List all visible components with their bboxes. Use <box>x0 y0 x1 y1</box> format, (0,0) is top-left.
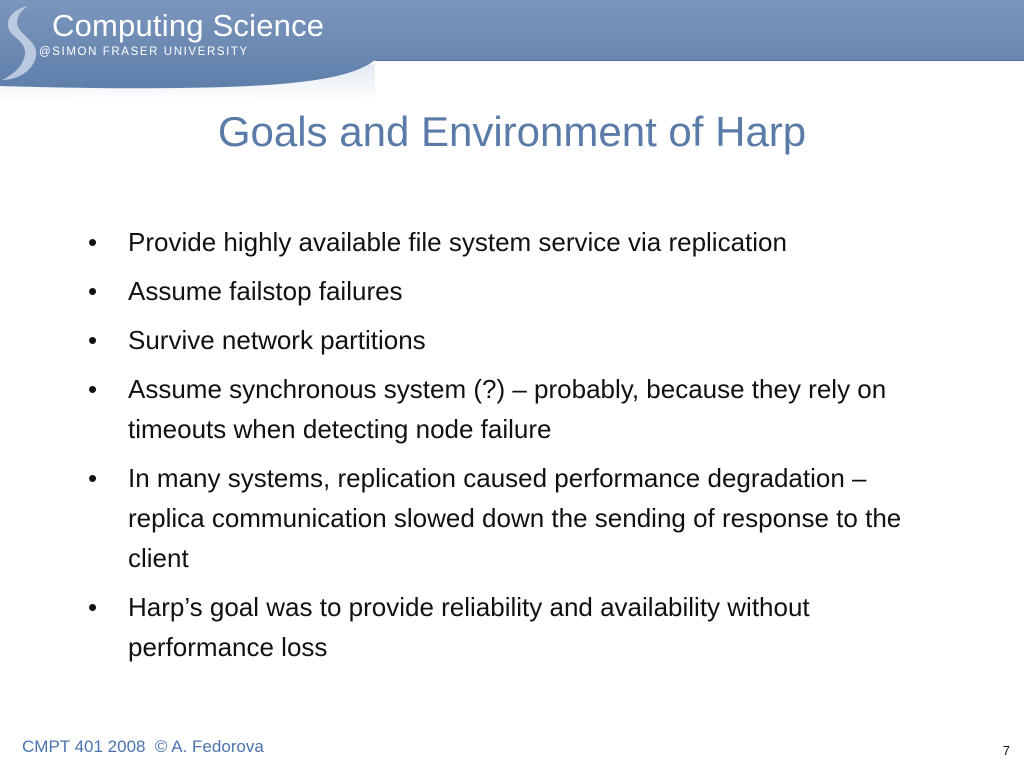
logo-title: Computing Science <box>52 8 325 43</box>
bullet-dot-icon: • <box>88 592 98 622</box>
bullet-text: Survive network partitions <box>128 325 426 355</box>
bullet-dot-icon: • <box>88 227 98 257</box>
bullet-dot-icon: • <box>88 374 98 404</box>
bullet-item-1 <box>88 222 948 262</box>
bullet-item-2 <box>88 271 948 311</box>
header-banner <box>0 0 1024 110</box>
slide-title: Goals and Environment of Harp <box>217 108 807 155</box>
bullet-text: Assume failstop failures <box>128 276 403 306</box>
bullet-text: In many systems, replication caused performance degradation – replica communication slowed down the sending of response to the client <box>128 463 902 573</box>
bullet-dot-icon: • <box>88 463 98 493</box>
bullet-dot-icon: • <box>88 325 98 355</box>
logo-subtitle: @SIMON FRASER UNIVERSITY <box>39 46 249 58</box>
bullet-item-5 <box>88 458 948 578</box>
page-number: 7 <box>1002 743 1010 758</box>
bullet-text: Provide highly available file system service via replication <box>128 227 787 257</box>
bullet-text: Assume synchronous system (?) – probably, because they rely on timeouts when detecting node failure <box>128 374 887 444</box>
bullet-item-4 <box>88 369 948 449</box>
bullet-list <box>88 222 948 676</box>
footer-course-label: CMPT 401 2008 © A. Fedorova <box>22 737 264 756</box>
bullet-text: Harp’s goal was to provide reliability and availability without performance loss <box>128 592 810 662</box>
bullet-item-3 <box>88 320 948 360</box>
bullet-dot-icon: • <box>88 276 98 306</box>
bullet-item-6 <box>88 587 948 667</box>
